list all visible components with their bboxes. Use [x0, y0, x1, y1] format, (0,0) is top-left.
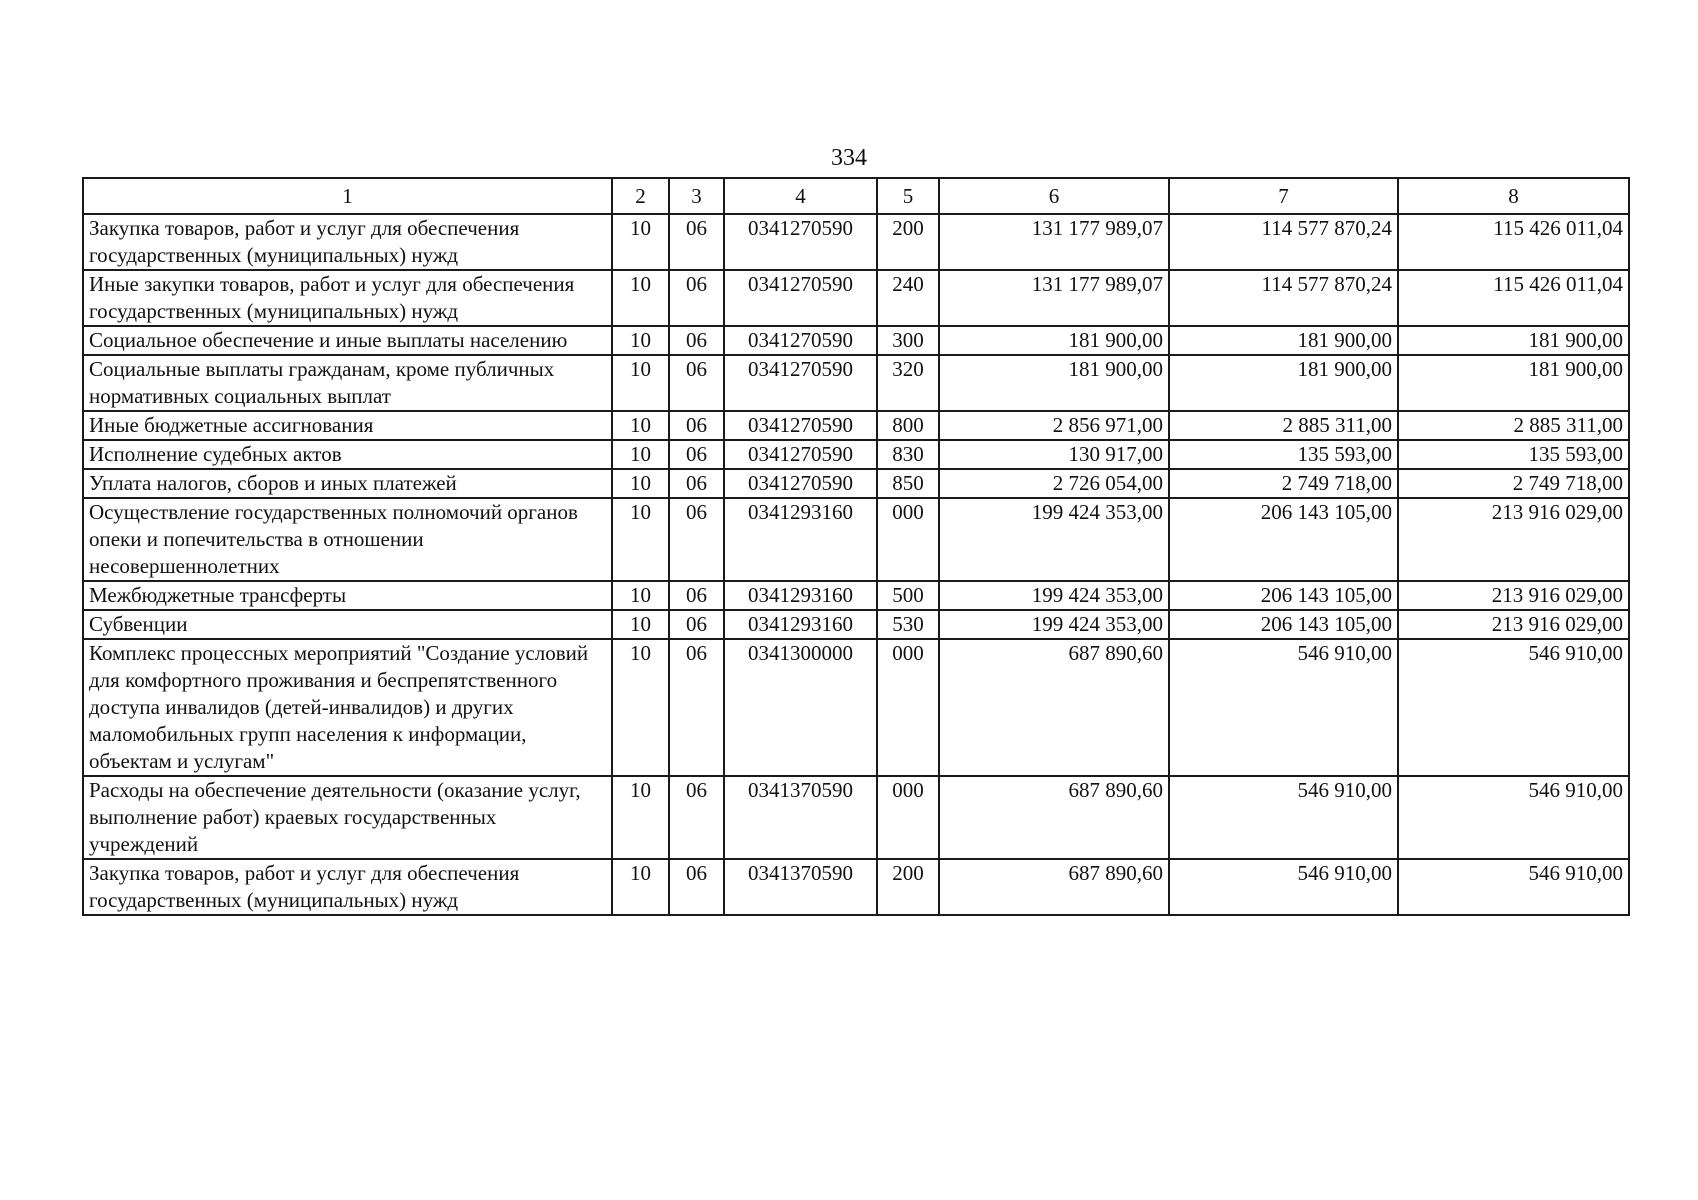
- amount-col7: 206 143 105,00: [1169, 581, 1398, 610]
- row-name: Осуществление государственных полномочий органов опеки и попечительства в отношении несовершеннолетних: [83, 498, 612, 581]
- target-article-code: 0341270590: [724, 355, 877, 411]
- target-article-code: 0341270590: [724, 326, 877, 355]
- table-row: [83, 411, 1629, 440]
- table-row: [83, 469, 1629, 498]
- section-code: 10: [612, 498, 669, 581]
- amount-col6: 199 424 353,00: [939, 498, 1169, 581]
- target-article-code: 0341270590: [724, 270, 877, 326]
- subsection-code: 06: [669, 214, 724, 270]
- amount-col8: 213 916 029,00: [1398, 581, 1629, 610]
- amount-col7: 114 577 870,24: [1169, 270, 1398, 326]
- target-article-code: 0341270590: [724, 214, 877, 270]
- column-header: 4: [724, 178, 877, 214]
- section-code: 10: [612, 610, 669, 639]
- section-code: 10: [612, 326, 669, 355]
- amount-col6: 2 856 971,00: [939, 411, 1169, 440]
- target-article-code: 0341293160: [724, 610, 877, 639]
- row-name: Уплата налогов, сборов и иных платежей: [83, 469, 612, 498]
- amount-col7: 546 910,00: [1169, 859, 1398, 915]
- amount-col7: 181 900,00: [1169, 355, 1398, 411]
- section-code: 10: [612, 440, 669, 469]
- section-code: 10: [612, 581, 669, 610]
- expense-type-code: 530: [877, 610, 939, 639]
- expense-type-code: 800: [877, 411, 939, 440]
- subsection-code: 06: [669, 440, 724, 469]
- amount-col8: 181 900,00: [1398, 326, 1629, 355]
- amount-col8: 2 749 718,00: [1398, 469, 1629, 498]
- table-row: [83, 355, 1629, 411]
- table-row: [83, 610, 1629, 639]
- column-header: 1: [83, 178, 612, 214]
- amount-col8: 546 910,00: [1398, 776, 1629, 859]
- section-code: 10: [612, 469, 669, 498]
- amount-col7: 2 885 311,00: [1169, 411, 1398, 440]
- row-name: Расходы на обеспечение деятельности (оказание услуг, выполнение работ) краевых государственных учреждений: [83, 776, 612, 859]
- target-article-code: 0341270590: [724, 469, 877, 498]
- table-row: [83, 859, 1629, 915]
- subsection-code: 06: [669, 355, 724, 411]
- column-header: 2: [612, 178, 669, 214]
- amount-col6: 687 890,60: [939, 859, 1169, 915]
- amount-col7: 206 143 105,00: [1169, 498, 1398, 581]
- section-code: 10: [612, 214, 669, 270]
- row-name: Иные закупки товаров, работ и услуг для обеспечения государственных (муниципальных) нужд: [83, 270, 612, 326]
- column-header: 6: [939, 178, 1169, 214]
- header-row: [83, 178, 1629, 214]
- section-code: 10: [612, 859, 669, 915]
- row-name: Иные бюджетные ассигнования: [83, 411, 612, 440]
- target-article-code: 0341270590: [724, 411, 877, 440]
- amount-col7: 206 143 105,00: [1169, 610, 1398, 639]
- page-number: 334: [831, 145, 867, 171]
- budget-table: [82, 177, 1630, 916]
- section-code: 10: [612, 411, 669, 440]
- row-name: Социальное обеспечение и иные выплаты населению: [83, 326, 612, 355]
- amount-col6: 199 424 353,00: [939, 610, 1169, 639]
- expense-type-code: 500: [877, 581, 939, 610]
- amount-col8: 115 426 011,04: [1398, 270, 1629, 326]
- subsection-code: 06: [669, 776, 724, 859]
- amount-col8: 213 916 029,00: [1398, 498, 1629, 581]
- row-name: Субвенции: [83, 610, 612, 639]
- amount-col6: 687 890,60: [939, 776, 1169, 859]
- section-code: 10: [612, 270, 669, 326]
- table-row: [83, 214, 1629, 270]
- subsection-code: 06: [669, 469, 724, 498]
- amount-col7: 2 749 718,00: [1169, 469, 1398, 498]
- amount-col8: 115 426 011,04: [1398, 214, 1629, 270]
- table-row: [83, 639, 1629, 776]
- amount-col6: 687 890,60: [939, 639, 1169, 776]
- subsection-code: 06: [669, 498, 724, 581]
- amount-col7: 546 910,00: [1169, 639, 1398, 776]
- amount-col6: 199 424 353,00: [939, 581, 1169, 610]
- expense-type-code: 000: [877, 639, 939, 776]
- row-name: Закупка товаров, работ и услуг для обеспечения государственных (муниципальных) нужд: [83, 214, 612, 270]
- row-name: Комплекс процессных мероприятий "Создание условий для комфортного проживания и беспрепятственного доступа инвалидов (детей-инвалидов) и других маломобильных групп населения к информации, объектам и услугам": [83, 639, 612, 776]
- subsection-code: 06: [669, 639, 724, 776]
- target-article-code: 0341293160: [724, 498, 877, 581]
- column-header: 8: [1398, 178, 1629, 214]
- expense-type-code: 200: [877, 859, 939, 915]
- expense-type-code: 850: [877, 469, 939, 498]
- subsection-code: 06: [669, 581, 724, 610]
- amount-col8: 546 910,00: [1398, 639, 1629, 776]
- column-header: 3: [669, 178, 724, 214]
- amount-col8: 135 593,00: [1398, 440, 1629, 469]
- amount-col7: 181 900,00: [1169, 326, 1398, 355]
- expense-type-code: 000: [877, 498, 939, 581]
- subsection-code: 06: [669, 610, 724, 639]
- amount-col6: 131 177 989,07: [939, 270, 1169, 326]
- amount-col8: 181 900,00: [1398, 355, 1629, 411]
- expense-type-code: 320: [877, 355, 939, 411]
- amount-col8: 546 910,00: [1398, 859, 1629, 915]
- column-header: 7: [1169, 178, 1398, 214]
- column-header: 5: [877, 178, 939, 214]
- amount-col6: 131 177 989,07: [939, 214, 1169, 270]
- row-name: Социальные выплаты гражданам, кроме публичных нормативных социальных выплат: [83, 355, 612, 411]
- section-code: 10: [612, 776, 669, 859]
- row-name: Исполнение судебных актов: [83, 440, 612, 469]
- amount-col8: 2 885 311,00: [1398, 411, 1629, 440]
- subsection-code: 06: [669, 270, 724, 326]
- amount-col6: 130 917,00: [939, 440, 1169, 469]
- table-row: [83, 440, 1629, 469]
- amount-col8: 213 916 029,00: [1398, 610, 1629, 639]
- subsection-code: 06: [669, 859, 724, 915]
- table-row: [83, 776, 1629, 859]
- expense-type-code: 000: [877, 776, 939, 859]
- subsection-code: 06: [669, 326, 724, 355]
- section-code: 10: [612, 355, 669, 411]
- subsection-code: 06: [669, 411, 724, 440]
- amount-col6: 181 900,00: [939, 355, 1169, 411]
- target-article-code: 0341270590: [724, 440, 877, 469]
- target-article-code: 0341370590: [724, 859, 877, 915]
- table-row: [83, 498, 1629, 581]
- expense-type-code: 300: [877, 326, 939, 355]
- section-code: 10: [612, 639, 669, 776]
- amount-col7: 546 910,00: [1169, 776, 1398, 859]
- expense-type-code: 830: [877, 440, 939, 469]
- row-name: Межбюджетные трансферты: [83, 581, 612, 610]
- target-article-code: 0341293160: [724, 581, 877, 610]
- target-article-code: 0341300000: [724, 639, 877, 776]
- table-row: [83, 326, 1629, 355]
- amount-col6: 2 726 054,00: [939, 469, 1169, 498]
- amount-col6: 181 900,00: [939, 326, 1169, 355]
- table-row: [83, 581, 1629, 610]
- row-name: Закупка товаров, работ и услуг для обеспечения государственных (муниципальных) нужд: [83, 859, 612, 915]
- expense-type-code: 200: [877, 214, 939, 270]
- expense-type-code: 240: [877, 270, 939, 326]
- table-row: [83, 270, 1629, 326]
- target-article-code: 0341370590: [724, 776, 877, 859]
- amount-col7: 135 593,00: [1169, 440, 1398, 469]
- amount-col7: 114 577 870,24: [1169, 214, 1398, 270]
